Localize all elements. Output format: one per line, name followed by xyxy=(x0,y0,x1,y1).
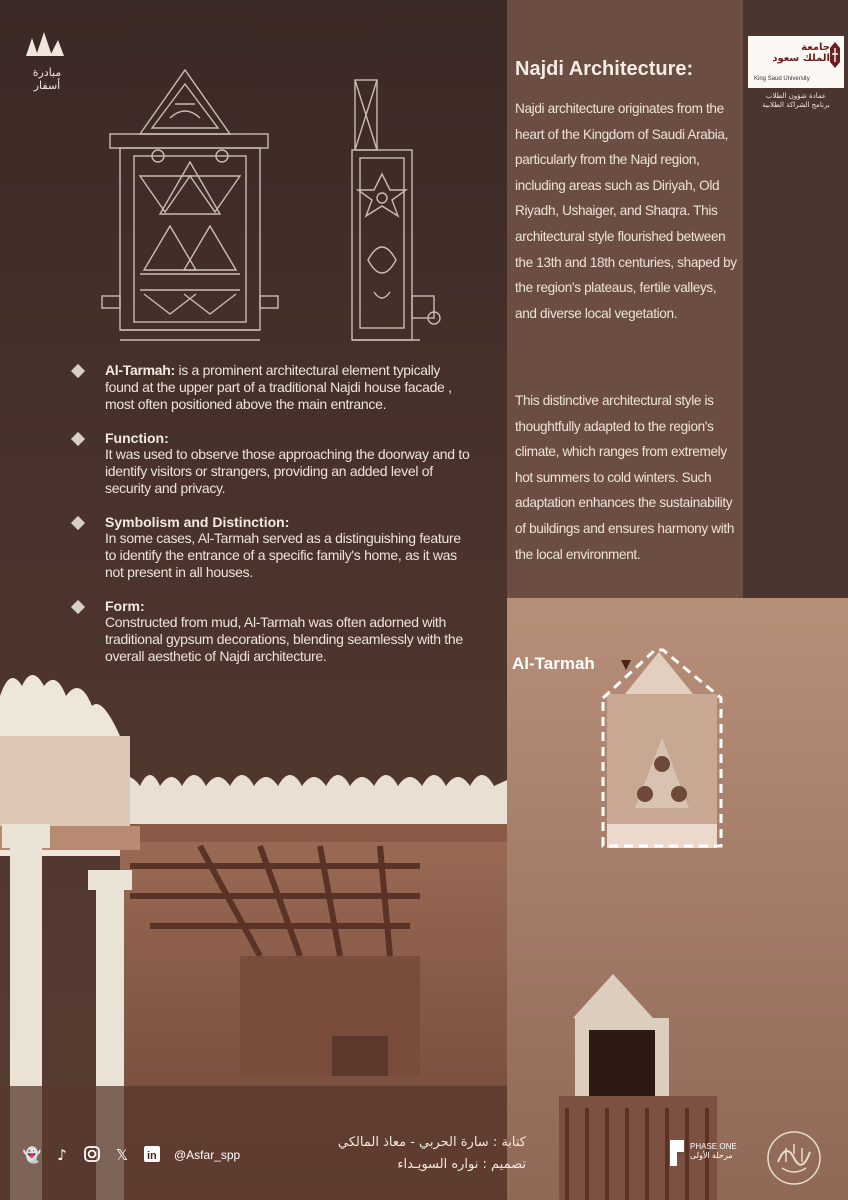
feature-list xyxy=(70,362,470,682)
ksu-emblem-icon xyxy=(828,40,842,70)
tarmah-sketch-illustration xyxy=(100,64,480,354)
item-body-text: is a prominent architectural element typically found at the upper part of a traditional Najdi house facade , most often positioned above the main entrance. xyxy=(105,362,452,412)
diamond-bullet-icon xyxy=(71,432,85,446)
item-body-text: Constructed from mud, Al-Tarmah was often adorned with traditional gypsum decorations, blending seamlessly with the overall aesthetic of Najdi architecture. xyxy=(105,614,463,664)
snapchat-icon[interactable]: 👻 xyxy=(22,1146,42,1164)
diamond-bullet-icon xyxy=(71,600,85,614)
item-body-text: In some cases, Al-Tarmah served as a distinguishing feature to identify the entrance of a specific family's home, as it was not present in all houses. xyxy=(105,530,461,580)
linkedin-icon[interactable] xyxy=(142,1145,162,1165)
list-item-function xyxy=(70,430,470,497)
list-item-form xyxy=(70,598,470,665)
asfar-logo xyxy=(22,30,72,100)
item-title: Form: xyxy=(105,598,145,614)
item-body-text: It was used to observe those approaching the doorway and to identify visitors or strangers, providing an added level of security and privacy. xyxy=(105,446,470,496)
list-item-tarmah xyxy=(70,362,470,413)
asfar-logo-icon xyxy=(22,30,66,58)
ksu-logo: جامعة الملك سعود King Saud University عمادة شؤون الطلاب برنامج الشراكة الطلابية xyxy=(748,36,844,116)
list-item-symbolism xyxy=(70,514,470,581)
diamond-bullet-icon xyxy=(71,364,85,378)
phase-one-icon xyxy=(668,1138,686,1168)
social-handle[interactable]: @Asfar_spp xyxy=(174,1148,241,1162)
credits xyxy=(330,1132,526,1176)
diamond-bullet-icon xyxy=(71,516,85,530)
phase-one-logo: PHASE ONE مرحلة الأولى xyxy=(668,1138,686,1172)
item-title: Al-Tarmah: xyxy=(105,362,175,378)
tiktok-icon[interactable]: ♪ xyxy=(57,1146,67,1164)
item-title: Symbolism and Distinction: xyxy=(105,514,290,530)
courtyard-photo xyxy=(0,656,507,1200)
credit-design: تصميم : نواره السويـداء xyxy=(397,1157,526,1172)
calligraphy-seal-icon xyxy=(764,1128,824,1188)
item-title: Function: xyxy=(105,430,169,446)
asfar-logo-text: مبادرة أسفار xyxy=(32,66,62,92)
svg-text:in: in xyxy=(147,1150,157,1162)
credit-writing: كتابة : سارة الحربي - معاذ المالكي xyxy=(337,1135,526,1150)
tarmah-photo-label: Al-Tarmah xyxy=(512,654,595,673)
panel-paragraph-climate: This distinctive architectural style is thoughtfully adapted to the region's climate, which ranges from extremely hot summers to cold winters. Such adaptation enhances the sustainability of buildings and ensures harmony with the local environment. xyxy=(515,393,735,562)
tarmah-wall-photo xyxy=(507,598,848,1200)
panel-title: Najdi Architecture: xyxy=(515,58,694,80)
panel-paragraph-origin: Najdi architecture originates from the heart of the Kingdom of Saudi Arabia, particularly from the Najd region, including areas such as Diriyah, Old Riyadh, Ushaiger, and Shaqra. This architectural style flourished between the 13th and 18th centuries, shaped by the region's plateaus, fertile valleys, and diverse local vegetation. xyxy=(515,101,737,321)
x-icon[interactable]: 𝕏 xyxy=(115,1146,129,1164)
social-links xyxy=(22,1144,240,1166)
instagram-icon[interactable] xyxy=(82,1145,102,1165)
